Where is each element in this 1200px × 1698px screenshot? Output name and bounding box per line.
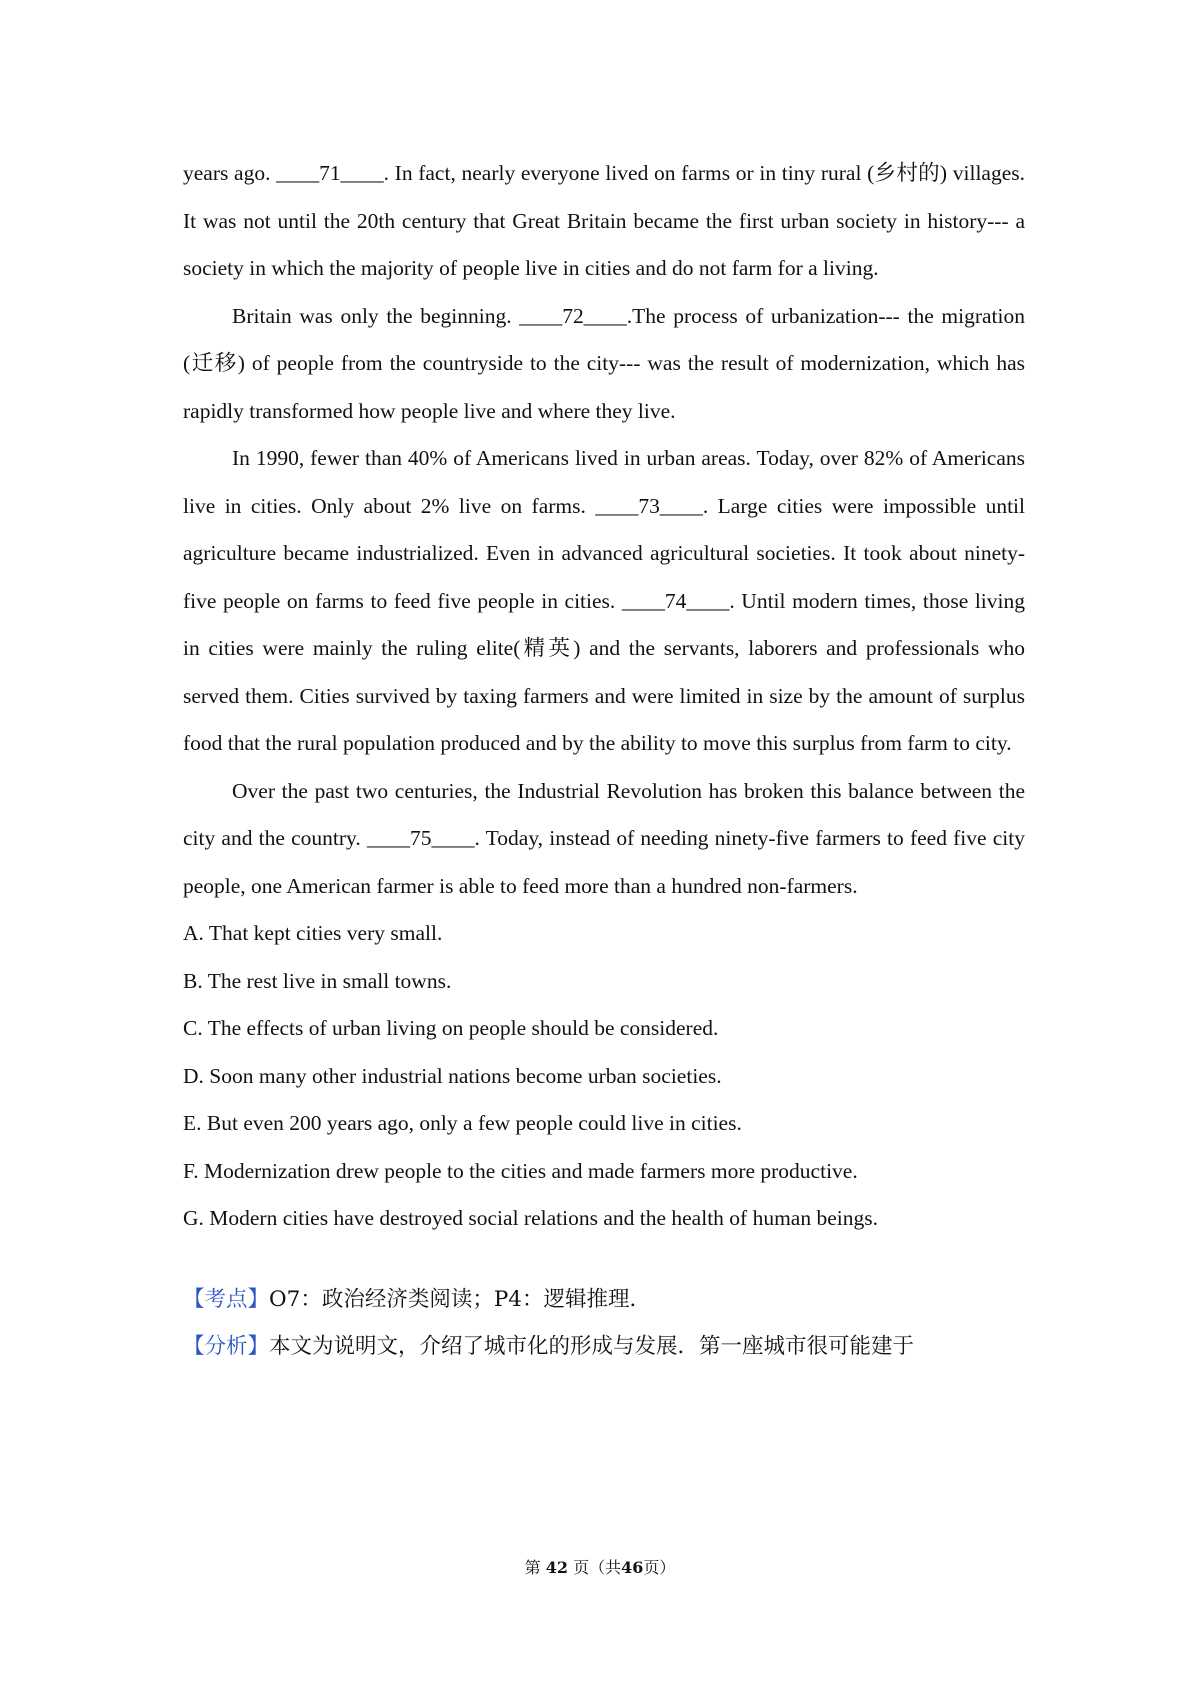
option-d: D. Soon many other industrial nations become urban societies. [183,1063,722,1088]
footer-middle: 页（共 [573,1558,622,1577]
option-c: C. The effects of urban living on people should be considered. [183,1016,719,1040]
footer-suffix: 页） [643,1558,676,1577]
paragraph-4: Over the past two centuries, the Industrial Revolution has broken this balance between the city and the country. ____75____. Today, instead of needing ninety-five farmers to feed five city people, one American farmer is able to feed more than a hundred non-farmers. [183,778,1025,898]
fenxi-text: 本文为说明文，介绍了城市化的形成与发展．第一座城市很可能建于 [269,1334,915,1359]
kaodian-line [183,1276,1025,1324]
kaodian-text: O7：政治经济类阅读；P4：逻辑推理． [269,1286,651,1312]
option-e: E. But even 200 years ago, only a few people could live in cities. [183,1111,742,1135]
paragraph-1: years ago. ____71____. In fact, nearly everyone lived on farms or in tiny rural (乡村的) villages. It was not until the 20th century that Great Britain became the first urban society in history--- a society in which the majority of people live in cities and do not farm for a living. [183,161,1025,280]
document-page [183,150,1025,1371]
kaodian-tag: 【考点】 [183,1286,270,1312]
option-g: G. Modern cities have destroyed social relations and the health of human beings. [183,1206,878,1230]
footer-prefix: 第 [524,1558,541,1577]
option-f: F. Modernization drew people to the cities and made farmers more productive. [183,1158,858,1183]
option-a: A. That kept cities very small. [183,921,443,945]
paragraph-3: In 1990, fewer than 40% of Americans lived in urban areas. Today, over 82% of Americans live in cities. Only about 2% live on farms. ____73____. Large cities were impossible until agriculture became industrialized. Even in advanced agricultural societies. It took about ninety-five people on farms to feed five people in cities. ____74____. Until modern times, those living in cities were mainly the ruling elite(精英) and the servants, laborers and professionals who served them. Cities survived by taxing farmers and were limited in size by the amount of surplus food that the rural population produced and by the ability to move this surplus from farm to city. [183,446,1025,755]
option-b: B. The rest live in small towns. [183,968,452,993]
answer-options [183,910,1025,1243]
footer-total-pages: 46 [621,1558,644,1577]
analysis-section [183,1276,1025,1371]
fenxi-line [183,1323,1025,1371]
page-footer [0,1555,1200,1578]
fenxi-tag: 【分析】 [183,1334,270,1359]
paragraph-2: Britain was only the beginning. ____72____.The process of urbanization--- the migration (迁移) of people from the countryside to the city--- was the result of modernization, which has rapidly transformed how people live and where they live. [183,303,1025,423]
footer-current-page: 42 [545,1558,568,1577]
